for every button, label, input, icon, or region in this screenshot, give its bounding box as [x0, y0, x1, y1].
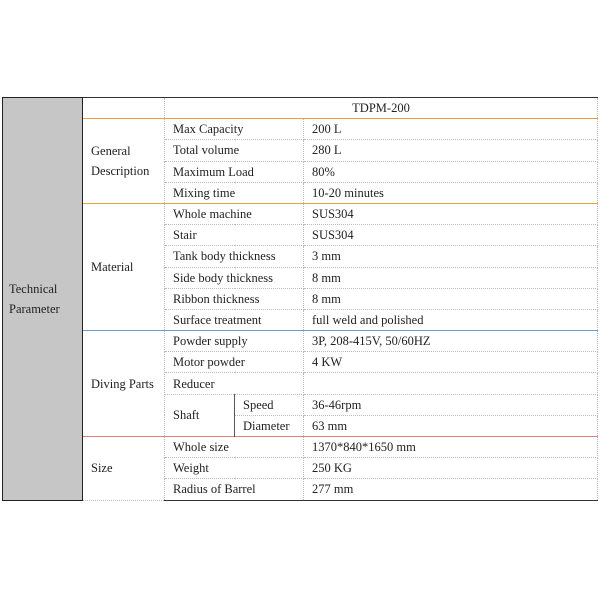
model-row: [3, 98, 598, 119]
param-label: Weight: [165, 458, 304, 479]
table-row: [3, 331, 598, 352]
section-label: Technical Parameter: [3, 98, 83, 501]
spec-table: [2, 97, 598, 501]
model-name: TDPM-200: [165, 98, 598, 119]
param-value: 3P, 208-415V, 50/60HZ: [304, 331, 598, 352]
shaft-label: Shaft: [165, 394, 235, 436]
group-driving-label: Diving Parts: [83, 331, 165, 437]
param-label: Surface treatment: [165, 309, 304, 330]
table-row: [3, 437, 598, 458]
param-value: 36-46rpm: [304, 394, 598, 415]
param-label: Tank body thickness: [165, 246, 304, 267]
param-label: Powder supply: [165, 331, 304, 352]
param-label: Diameter: [235, 415, 304, 436]
group-size-label: Size: [83, 437, 165, 501]
param-value: SUS304: [304, 225, 598, 246]
param-value: 8 mm: [304, 288, 598, 309]
param-value: 10-20 minutes: [304, 182, 598, 203]
param-value: 80%: [304, 161, 598, 182]
param-value: 1370*840*1650 mm: [304, 437, 598, 458]
param-label: Side body thickness: [165, 267, 304, 288]
param-value: SUS304: [304, 203, 598, 224]
param-value: 250 KG: [304, 458, 598, 479]
group-general-label: General Description: [83, 119, 165, 204]
param-value: 63 mm: [304, 415, 598, 436]
param-label: Radius of Barrel: [165, 479, 304, 500]
param-label: Whole machine: [165, 203, 304, 224]
param-value: 277 mm: [304, 479, 598, 500]
param-value: 4 KW: [304, 352, 598, 373]
param-label: Whole size: [165, 437, 304, 458]
param-value: 3 mm: [304, 246, 598, 267]
param-label: Ribbon thickness: [165, 288, 304, 309]
param-label: Motor powder: [165, 352, 304, 373]
param-value: [304, 373, 598, 394]
param-value: full weld and polished: [304, 309, 598, 330]
table-row: [3, 203, 598, 224]
param-label: Reducer: [165, 373, 304, 394]
group-material-label: Material: [83, 203, 165, 330]
spec-table-container: [2, 97, 597, 502]
param-value: 8 mm: [304, 267, 598, 288]
param-label: Mixing time: [165, 182, 304, 203]
param-value: 200 L: [304, 119, 598, 140]
param-label: Max Capacity: [165, 119, 304, 140]
param-label: Total volume: [165, 140, 304, 161]
table-row: [3, 119, 598, 140]
param-label: Maximum Load: [165, 161, 304, 182]
param-label: Stair: [165, 225, 304, 246]
param-value: 280 L: [304, 140, 598, 161]
param-label: Speed: [235, 394, 304, 415]
